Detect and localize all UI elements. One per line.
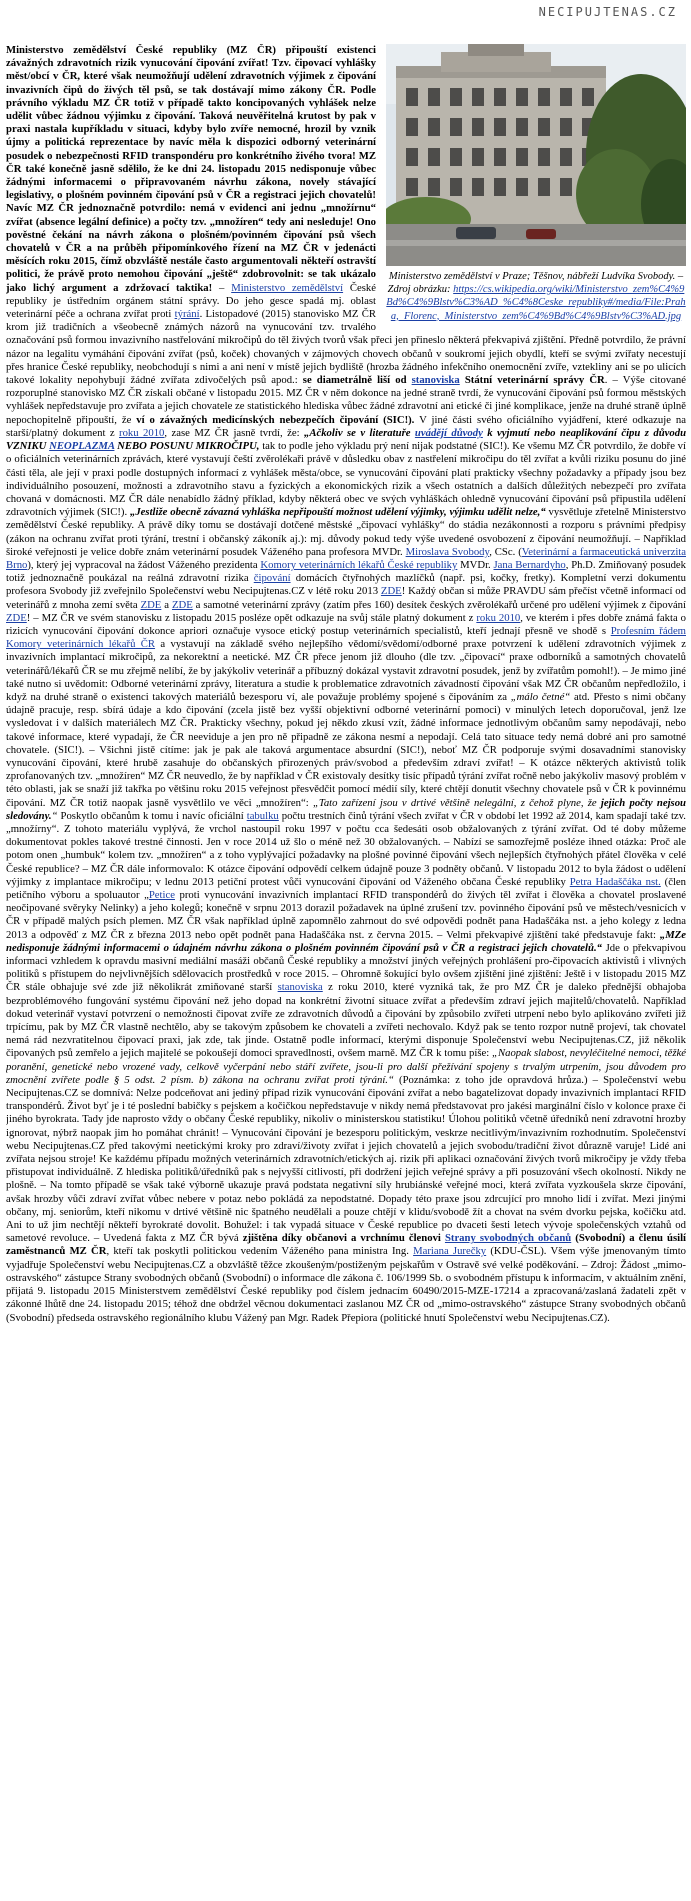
text: (KDU-ČSL). Všem výše jmenovaným tímto vyjadřuje Společenství webu Necipujtenas.CZ a obzvláště těžce zkoušeným/postiženým pejskařům v Ostravě své velké poděkování. – Zdroj: Žádost „mimo-ostravského“ zástupce Strany svobodných občanů (Svobodní) o informace dle zákona č. 106/1999 Sb. o svobodném přístupu k informacím, v aktuálním znění, přijatá 9. listopadu 2015 Ministerstvem zemědělství České republiky pod číslem jednacím 60490/2015-MZE-17214 a zpracovaná/zaslaná žadateli zpět v zákonné lhůtě dne 24. listopadu 2015; téhož dne obdržel věcnou dokumentaci zaslanou MZ ČR od „mimo-ostravského“ zástupce Strany svobodných občanů (Svobodní) předseda ostravského regionálního klubu Vážený pan Mgr. Radek Přepiora (politické hnutí Společenství webu Necipujtenas.CZ).	[6, 1245, 686, 1324]
site-name: NECIPUJTENAS.CZ	[538, 5, 677, 19]
link-komory-vet[interactable]: Komory veterinárních lékařů ČR	[6, 638, 156, 651]
text-emphasis: členu úsilí zaměstnanců MZ ČR	[6, 1232, 686, 1258]
text: a vystavují na základě svého nejlepšího vědomí/svědomí/odborné praxe potvrzení k udělení zdravotních výjimek z invazivních implantací mikročipů, za nekorektní a neetické. MZ ČR přece jenom již dlouho (dle tzv. „čipovací“ praxe odborníků a samotných chovatelů veterinářů/lékařů ČR se mu zřejmě nelíbí, že by jakýkoliv veterinář a příbuzný dokázal vystavit zdravotní posudek, jenž by zvířatům pomohl!). – Je mimo jiné také nutno si uvědomit: Odborné veterinární zprávy, literatura a studie k problematice zdravotních závadností čipování však MZ ČR občanům nepředložilo, i když na druhé straně o existenci takových materiálů bezesporu ví, ale považuje problémy spojené s čipováním za	[6, 638, 686, 703]
link-komora[interactable]: Komory veterinárních lékařů České republiky	[260, 558, 458, 571]
ministry-building-photo	[386, 44, 686, 266]
text: , Ph.D. Zmiňovaný posudek totiž jednoznačně poukázal na reálná zdravotní rizika	[6, 558, 686, 585]
link-uvadeji-duvody[interactable]: uvádějí důvody	[414, 426, 483, 439]
text-emphasis: a	[629, 1232, 639, 1245]
quote: k vyjmutí nebo neaplikování čipu z důvodu VZNIKU	[6, 426, 686, 453]
text: . – Výše citované rozporuplné stanovisko MZ ČR získali občané v listopadu 2015. MZ ČR v něm dokonce na jedné straně tvrdí, že vynucování čipování psů formou městských vyhlášek nepředstavuje pro zvířata a jejich chovatele ze statistického hlediska vůbec žádné zdravotní ani etické či jiné komplikace, jenže na druhé straně úplně nepochopitelně připouští, že	[6, 374, 686, 426]
link-jurecky[interactable]: Mariana Jurečky	[413, 1245, 487, 1258]
text-emphasis: (Svobodní)	[571, 1232, 630, 1245]
text-emphasis: Státní veterinární správy ČR	[459, 374, 605, 387]
link-petice[interactable]: Petice	[148, 889, 175, 901]
link-vfu[interactable]: Veterinární a farmaceutická univerzita Brno	[6, 545, 686, 571]
link-stanoviska[interactable]: stanoviska	[277, 981, 323, 994]
link-stanoviska[interactable]: stanoviska	[411, 374, 460, 387]
link-roku-2010[interactable]: roku 2010	[119, 426, 165, 439]
text: domácích čtyřnohých mazlíčků (např. psi, kočky, fretky). Kompletní verzi dokumentu profesora Svobody již zveřejnilo Společenství webu Necipujtenas.CZ v létě roku 2013	[6, 572, 686, 598]
text: proti vynucování invazivních implantací RFID transpondérů do živých těl zvířat i člověka a chovatel proslavené neočipované svěryky Nelinky) a jeho kolegů; konečně v srpnu 2013 dorazil požadavek na úplné zrušení tzv. povinného čipování psů ve městech/vesnicích v ČR v případě malých psích plemen. MZ ČR však například úplně zapomnělo zahrnout do své odpovědi podnět pana Hadaščáka nst. a jeho kolegy z ledna 2013 a odpověď z MZ ČR z března 2013 nebo opět podnět pana Hadaščáka nst. z června 2015. – Velmi překvapivé zjištění také představuje fakt:	[6, 889, 686, 941]
link-zde[interactable]: ZDE	[6, 611, 27, 624]
text-emphasis: členovi	[408, 1232, 445, 1245]
text: , CSc. (	[489, 545, 522, 558]
link-cipovani[interactable]: čipování	[253, 572, 291, 585]
text: počtu trestních činů týrání všech zvířat v ČR v období let 1992 až 2014, kam spadají také tzv. „množírny“. Z tohoto materiálu vyplývá, že vrchol nastoupil roku 1997 v počtu cca šedesáti osob obžalovaných z týrání zvířat. Od té doby můžeme dokumentovat pokles takové trestné činnosti. Jen v roce 2014 už šlo o méně než 30 obžalovaných. – Nabízí se samozřejmě posléze ihned otázka: Proč ale potom onen „humbuk“ kolem tzv. „množíren“ a z toho vyplývající požadavky na plošné povinné čipování všech nejlepších čtyřnohých přátel člověka v celé České republice? – MZ ČR dále informovalo: K otázce čipování odpovědí celkem údajně pouze 3 podněty občanů. V listopadu 2012 to byla žádost o udělení výjimky z implantace mikročipu; v lednu 2013 petiční protest vůči vynucování čipování od Váženého občana České republiky	[6, 809, 686, 888]
text: a	[161, 598, 172, 611]
text-emphasis: se diametrálně liší od	[302, 374, 412, 387]
text: atd. Přesto s nimi občany údajně pracuje, resp. sbírá údaje a kdo čipování (zcela jistě bez vyšší objektivní odborné veterinární pomoci) v minulých letech doporučoval, jenž lze vysledovat i v dalších materiálech MZ ČR. Prakticky všechny, pokud jej někdo zkusí vzít, žádné informace jednotlivým občanům samy nepodávají, nebo takové informace, které vypadají, že ČR neeviduje a jen pro ně připadně ze zákona nesmí a nepodají. Celá tato situace tedy nemá dobré ani pro samotné chovatele. (SIC!). – Všichni jistě cítíme: jak je pak ale taková argumentace absurdní (SIC!), neboť MZ ČR podporuje svými dosavadními stanovisky vynucování čipování, které hrubě zasahuje do občanských přirozených práv/svobod a především zdraví zvířat! – K otázce některých aktivistů tolik zprofanovaných tzv. „množíren“ MZ ČR neuvedlo, že by například v ČR existovaly desítky tisíc případů týrání zvířat ročně nebo jakýkoliv masový problém v této oblasti, jak se snaží již takřka po většinu roku 2015 veřejnost přesvědčit pomocí médií síly, které chtějí donutit všechny chovatele psů v ČR k povinnému čipování. MZ ČR totiž naopak jasně vysvětlilo ve věci „množíren“:	[6, 690, 686, 809]
article	[6, 44, 686, 1896]
quote: „Ačkoliv se v literatuře	[304, 426, 415, 439]
text: , ve kterém i přes dobře známá fakta o rizicích vynucování čipování dokonce apriori označuje vysoce etický postup veterinárních specialistů, kteří jednají přesně ve shodě s	[6, 611, 686, 637]
link-zde[interactable]: ZDE	[171, 598, 193, 611]
figure	[386, 44, 686, 323]
caption-source-link[interactable]: https://cs.wikipedia.org/wiki/Ministerstvo_zem%C4%9Bd%C4%9Blstv%C3%AD_%C4%8Ceske_republiky#/media/File:Praha,_Florenc,_Ministerstvo_zem%C4%9Bd%C4%9Blstv%C3%AD.jpg	[386, 284, 686, 322]
quote: „Naopak slabost, nevyléčitelné nemoci, těžké poranění, genetické nebo vrozené vady, celkově vyčerpání nebo stáří zvířete, jsou-li pro další přežívání spojeny s trvalým utrpením, jsou důvodem pro zmocnění zvířete podle § 5 odst. 2 písm. b) zákona na ochranu zvířat proti týrání.“	[6, 1047, 686, 1086]
text: , zase MZ ČR jasně tvrdí, že:	[164, 426, 304, 439]
quote-emphasis: jejich počty nejsou sledovány.	[6, 796, 686, 822]
text-dash: –	[219, 281, 232, 294]
quote: „Jestliže obecně závazná vyhláška nepřipouští možnost udělení výjimky, výjimku udělit nelze,“	[129, 506, 546, 519]
article-lead: Ministerstvo zemědělství České republiky (MZ ČR) připouští existenci závažných zdravotních rizik vynucování čipování zvířat! Tzv. čipovací vyhlášky měst/obcí v ČR, které však neumožňují udělení zdravotních výjimek z čipování invazivních čipů do živých těl psů, se tak dostávají mimo zákony ČR. Podle právního výkladu MZ ČR totiž v případě takto koncipovaných vyhlášek nelze udělit vůbec žádnou výjimku z čipování. Taková neuvěřitelná krutost by pak v praxi nastala kupříkladu v situaci, kdyby bylo zvíře nemocné, hrozil by vznik újmy a politická reprezentace by navíc měla k dispozici odborný veterinární posudek o nebezpečnosti RFID transpondéru pro konkrétního živého tvora! MZ ČR také konečně jasně sdělilo, že ke dni 24. listopadu 2015 nedisponuje vůbec žádnými informacemi o připravovaném návrhu zákona, novely stávající legislativy, o plošném povinném čipování psů v ČR a registraci jejich chovatelů! Navíc MZ ČR jednoznačně potvrdilo: nemá v evidenci ani jednu „množírnu“ zvířat (absence legální definice) a počty tzv. „množíren“ tedy ani nesleduje! Ono pověstné čekání na návrh zákona o plošném/povinném čipování psů všech chovatelů v ČR a na průběh připomínkového řízení na MZ ČR v jedenácti měsících roku 2015, čímž obzvláště nestále často argumentovali někteří ostravští politici, že právě proto nemohou čipování „ještě“ zdobrovolnit: se tak ukázalo jako lichý argument a zdržovací taktika!	[6, 44, 376, 294]
text: a samotné veterinární zprávy (zatím přes 160) desítek českých zvěrolékařů určené pro udělení výjimek z čipování	[192, 598, 686, 611]
text: . Listopadové (2015) stanovisko MZ ČR krom již tradičních a všeobecně známých názorů na vynucování tzv. trvalého označování psů formou invazivního nastřelování mikročipů do těl živých tvorů však přeci jen přineslo některá překvapivá zjištění. Předně potvrdilo, že právní názor na legalitu vymáhání čipování zvířat (psů, koček) chovaných v zájmových chovech občanů v soukromí jejich obydlí, kteří se svými zvířaty necestují přes hranice České republiky, neobchodují s nimi a ani není v místě jejich bydliště (hrozba žádného infekčního onemocnění zvíře, vztekliny ani se po ulicích takové lokality nepohybují žádné zvířata zdivočelých psů apod.:	[6, 308, 686, 387]
quote: “	[51, 809, 58, 822]
text: tak to podle jeho výkladu prý není nijak podstatné (SIC!). Ke všemu MZ ČR potvrdilo, že dobře ví o oficiálních veterinárních zprávách, které vystavují čeští zvěrolékaři právě v důsledku obav z nastřelení mikročipu do těl zvířat a kvůli riziku posunu do jiné části těla, ale její v praxi podle dostupných informací z vyhlášek města/obce, se vynucování čipování platí prakticky všechny požadavky a případy jsou bez individuálního posouzení, možnosti a zdravotního stavu a fyzických a ekonomických rizik a všech ostatních a dalších důležitých nebezpečí pro zvířata chovaná v domácnosti. MZ ČR dále nenabídlo žádný příklad, kdyby některá obec ve svých vyhláškách ohledně vynucování čipování psů připustila udělení zdravotních výjimek (SIC!).	[6, 440, 686, 519]
quote: „MZe nedisponuje žádnými informacemi o údajném návrhu zákona o plošném povinném čipování psů v ČR a registraci jejich chovatelů.“	[6, 928, 686, 954]
link-hadascak[interactable]: Petra Hadaščáka nst.	[569, 875, 661, 888]
text: Poskytlo občanům k tomu i navíc oficiální	[57, 809, 247, 822]
link-zde[interactable]: ZDE	[380, 585, 402, 598]
quote: „málo četné“	[510, 690, 571, 703]
text: V jiné části svého oficiálního vyjádření, které odkazuje na starší/platný dokument z	[6, 413, 686, 439]
link-neoplazma[interactable]: NEOPLAZMA	[49, 440, 115, 453]
text: , kteří tak poskytli politickou vedením Váženého pana ministra Ing.	[106, 1245, 414, 1258]
text: (člen petičního výboru a spoluautor „	[6, 875, 686, 901]
figure-caption	[386, 266, 686, 323]
text: ! Každý občan si může PRAVDU sám přečíst včetně informací od veterinářů z mnoha zemí světa	[6, 585, 686, 611]
link-tabulku[interactable]: tabulku	[246, 809, 279, 822]
text: České republiky je ústředním orgánem státní správy. Do jeho gesce spadá mj. oblast veterinární péče a ochrana zvířat proti	[6, 281, 377, 321]
link-tyrani[interactable]: týrání	[174, 308, 200, 321]
link-zde[interactable]: ZDE	[140, 598, 162, 611]
text: ! – MZ ČR ve svém stanovisku z listopadu 2015 posléze opět odkazuje na svůj stále platný dokument z	[26, 611, 477, 624]
text-emphasis: zjištěna díky občanovi a vrchnímu	[242, 1232, 409, 1245]
quote: NEBO POSUNU MIKROČIPU,	[114, 440, 260, 453]
link-roku-2010[interactable]: roku 2010	[476, 611, 521, 624]
link-bernardy[interactable]: Jana Bernardyho	[493, 558, 566, 571]
text: z roku 2010, které vyzniká tak, že pro MZ ČR je daleko přednější obhajoba bezproblémového fungování systému čipování než jeho dopad na konkrétní životní situace zvířat a především zdraví jejich majitelů/chovatelů. Například dokud veterinář vystaví potvrzení o nemožnosti čipovat zvíře ze zdravotních důvodů a čipování by způsobilo zvířeti utrpení nebo bylo aplikováno zvířeti již trpícímu, pak by MZ ČR vlastně nechtělo, aby se takovým způsobem ke chovateli a zvířeti nechovalo. Když pak se tento rozpor nutně projeví, tak chovatel nemá rád nezvratitelnou čipovací praxi, jak zde, tak jinde. Ostatně podle informací, kterými disponuje Společenství webu Necipujtenas.CZ, již několik čipovaných psů zemřelo a jejich majitelé se pokoušejí domoci spravedlnosti, ovšem marně. MZ ČR k tomu píše:	[6, 981, 686, 1060]
quote: „Tato zařízení jsou v drtivé většině nelegální, z čehož plyne, že	[312, 796, 601, 809]
text: Jde o překvapivou informaci vzhledem k opravdu masivní mediální masáži občanů České republiky a množství jiných veřejných prohlášení pro-čipovacích aktivistů i vlivných politiků s přístupem do nejvlivnějších sdělovacích prostředků v roce 2015. – Ohromně šokující bylo ovšem zjištění jiné zjištění: Ještě i v listopadu 2015 MZ ČR stále obhajuje své zde již několikrát zmiňované starší	[6, 941, 686, 994]
text: MVDr.	[457, 558, 494, 571]
link-ministerstvo[interactable]: Ministerstvo zemědělství	[231, 281, 344, 294]
link-strany-svobodnych[interactable]: Strany svobodných občanů	[444, 1232, 572, 1245]
site-header	[0, 0, 691, 24]
text: ), který jej vypracoval na žádost Váženého prezidenta	[27, 558, 261, 571]
caption-text: Ministerstvo zemědělství v Praze; Těšnov, nábřeží Ludvíka Svobody. – Zdroj obrázku:	[387, 271, 684, 296]
link-svoboda[interactable]: Miroslava Svobody	[405, 545, 490, 558]
text: (Poznámka: z toho jde opravdová hrůza.) – Společenství webu Necipujtenas.CZ se domnívá: Nelze podceňovat ani jediný případ rizik vynucování čipování zvířat a nebo bagatelizovat dopady invazivních implantací RFID transpondérů. Život byť je i té poslední babičky s pejskem a kočičkou nepředstavuje v nikdy nemá představovat pro jakési marginální číslo v kolonce praxe či jiného byrokrata. Tady jde naprosto vždy o občany České republiky, nikoliv o ministerskou statistiku! Úlohou politiků včetně úředníků není zdravotní hrozby ignorovat, nýbrž naopak jim ho pomáhat chránit! – Vynucování čipování je bezesporu politickým, veskrze necitlivým/invazivním rozhodnutím. Společenství webu Necipujtenas.CZ před takovými neetickými kroky pro zdraví/životy zvířat i jejich chovatelů a jejich svobodu/tradiční život důrazně varuje! Lidé ani zvířata nejsou stroje! Ke každému případu možných veterinárních zdravotních/etických aj. rizik při aplikaci označování živých tvorů mikročipy je vždy třeba přistupovat individuálně. Z hlediska politiků/úředníků pak s nejvyšší citlivostí, při dodržení jejich veřejné správy a při posuzování všech okolností. Nikdy ne plošně. – Na tomto případě se však také výborně ukazuje pravá podstata negativní síly hrubiánské veřejné moci, která zvířata vyzkoušela skrze čipování, avšak hrozby vůči zdraví zvířat vůbec nebere v potaz nebo pokládá za nepodstatné. Dopady této praxe jsou zdrcující pro mnoho lidí i zvířat. Mezi jinými občany, mj. seniorům, kteří nikomu v drtivé většině nic špatného neudělali a pouze chtějí v klidu/svobodě žít a chovat na svém dvorku pejska, kočičku atd. Ani to už jim nechtějí někteří byrokraté dovolit. Bohužel: i tak vypadá situace v České republice po dvaceti šesti letech vývoje společenských vztahů od sametové revoluce. – Uvedená fakta z MZ ČR bývá	[6, 1073, 686, 1245]
text-emphasis: ví o závažných medicínských nebezpečích čipování (SIC!).	[136, 413, 415, 426]
text: vysvětluje zřetelně Ministerstvo zemědělství České republiky. A právě díky tomu se dostávají dotčené městské „čipovací vyhlášky“ do stádia nezákonnosti a rozporu s právními předpisy (zákon na ochranu zvířat proti týrání, trestní i občanský zákoník aj.): mj. důvody pokud tedy výše uvedené osvobození z čipování neumožňují. – Například široké veřejnosti je velice dobře znám veterinární posudek Váženého pana profesora MVDr.	[6, 506, 686, 558]
link-profesni-rad[interactable]: Profesním řádem	[610, 624, 686, 637]
